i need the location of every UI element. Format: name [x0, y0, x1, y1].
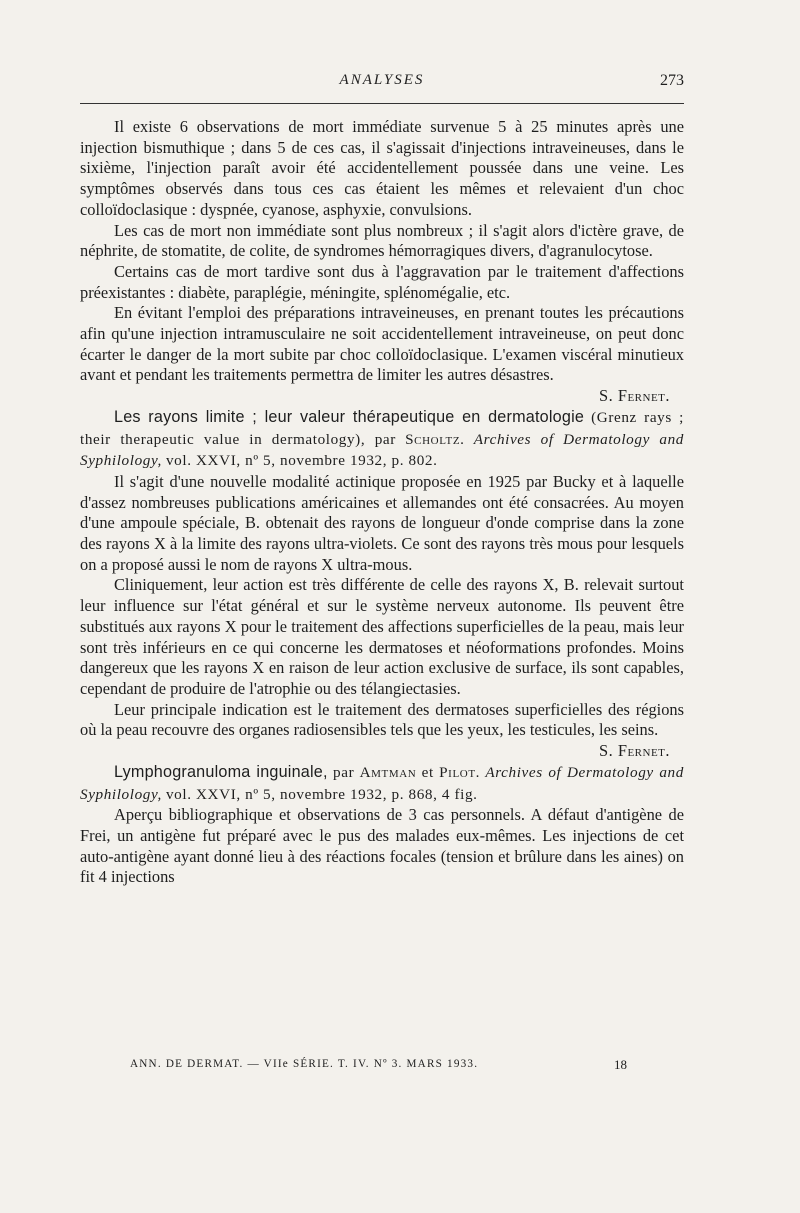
body-text: [80, 117, 684, 888]
article1-paragraph-1: Il existe 6 observations de mort immédiate survenue 5 à 25 minutes après une injection bismuthique ; dans 5 de ces cas, il s'agissait d'injections intraveineuses, dans le sixième, l'injection paraît avoir été accidentellement poussée dans une veine. Les symptômes observés dans tous ces cas étaient les mêmes et relevaient d'un choc colloïdoclasique : dyspnée, cyanose, asphyxie, convulsions.: [80, 117, 684, 219]
article3-paragraph-1: Aperçu bibliographique et observations de 3 cas personnels. A défaut d'antigène de Frei, un antigène fut préparé avec le pus des malades eux-mêmes. Les injections de cet auto-antigène ayant donné lieu à des réactions focales (tension et brûlure dans les aines) on fit 4 injections: [80, 805, 684, 887]
article2-paragraph-2: Cliniquement, leur action est très différente de celle des rayons X, B. relevait surtout leur influence sur l'état général et sur le système nerveux autonome. Ils peuvent être substitués aux rayons X pour le traitement des affections superficielles de la peau, mais leur sont très inférieurs en ce qui concerne les dermatoses et néoformations profondes. Moins dangereux que les rayons X en raison de leur action exclusive de surface, ils sont capables, cependant de produire de l'atrophie ou des télangiectasies.: [80, 575, 684, 698]
article1-signature: S. Fernet.: [599, 386, 670, 406]
article2-signature: S. Fernet.: [599, 741, 670, 761]
article3-and: et: [421, 763, 434, 781]
article3-author1: Amtman: [359, 763, 417, 781]
article1-paragraph-4: En évitant l'emploi des préparations intraveineuses, en prenant toutes les précautions afin qu'une injection intramusculaire ne soit accidentellement intraveineuse, on peut donc écarter le danger de la mort subite par choc colloïdoclasique. L'examen viscéral minutieux avant et pendant les traitements permettra de limiter les autres désastres.: [80, 303, 684, 385]
running-header: [80, 72, 684, 92]
article2-paragraph-3: Leur principale indication est le traitement des dermatoses superficielles des régions où la peau recouvre des organes radiosensibles tels que les yeux, les testicules, les seins.: [80, 699, 684, 740]
article3-author2: Pilot.: [439, 763, 481, 781]
article2-journal: Archives of Dermatology and Syphilology,: [80, 430, 684, 470]
article1-paragraph-2: Les cas de mort non immédiate sont plus nombreux ; il s'agit alors d'ictère grave, de néphrite, de stomatite, de colite, de syndromes hémorragiques divers, d'agranulocytose.: [80, 220, 684, 261]
article3-by: par: [333, 763, 355, 781]
article3-journal: Archives of Dermatology and Syphilology,: [80, 763, 684, 803]
article3-citation: vol. XXVI, nº 5, novembre 1932, p. 868, 4 fig.: [165, 785, 478, 803]
running-title: ANALYSES: [339, 72, 425, 88]
article1-paragraph-3: Certains cas de mort tardive sont dus à l'aggravation par le traitement d'affections préexistantes : diabète, paraplégie, méningite, splénomégalie, etc.: [80, 261, 684, 302]
article2-citation: vol. XXVI, nº 5, novembre 1932, p. 802.: [165, 452, 438, 470]
article2-subtitle: (Grenz rays ; their therapeutic value in dermatology), par: [80, 408, 685, 448]
article2-paragraph-1: Il s'agit d'une nouvelle modalité actinique proposée en 1925 par Bucky et à laquelle d'assez nombreuses publications américaines et allemandes ont été consacrées. Au moyen d'une ampoule spéciale, B. obtenait des rayons de longueur d'onde comprise dans la zone des rayons X à la limite des rayons ultra-violets. Ce sont des rayons très mous pour lesquels on a proposé aussi le nom de rayons X ultra-mous.: [80, 471, 684, 574]
article3-heading: [80, 762, 684, 805]
article3-title: Lymphogranuloma inguinale,: [114, 762, 328, 781]
footer-imprint: ANN. DE DERMAT. — VIIe SÉRIE. T. IV. Nº 3. MARS 1933.: [130, 1058, 479, 1070]
footer-signature-mark: 18: [614, 1057, 627, 1072]
article2-heading: [80, 407, 684, 472]
article2-title: Les rayons limite ; leur valeur thérapeutique en dermatologie: [114, 407, 585, 426]
header-rule: [80, 103, 684, 104]
page-number: 273: [660, 72, 684, 89]
article2-author: Scholtz.: [405, 430, 465, 448]
